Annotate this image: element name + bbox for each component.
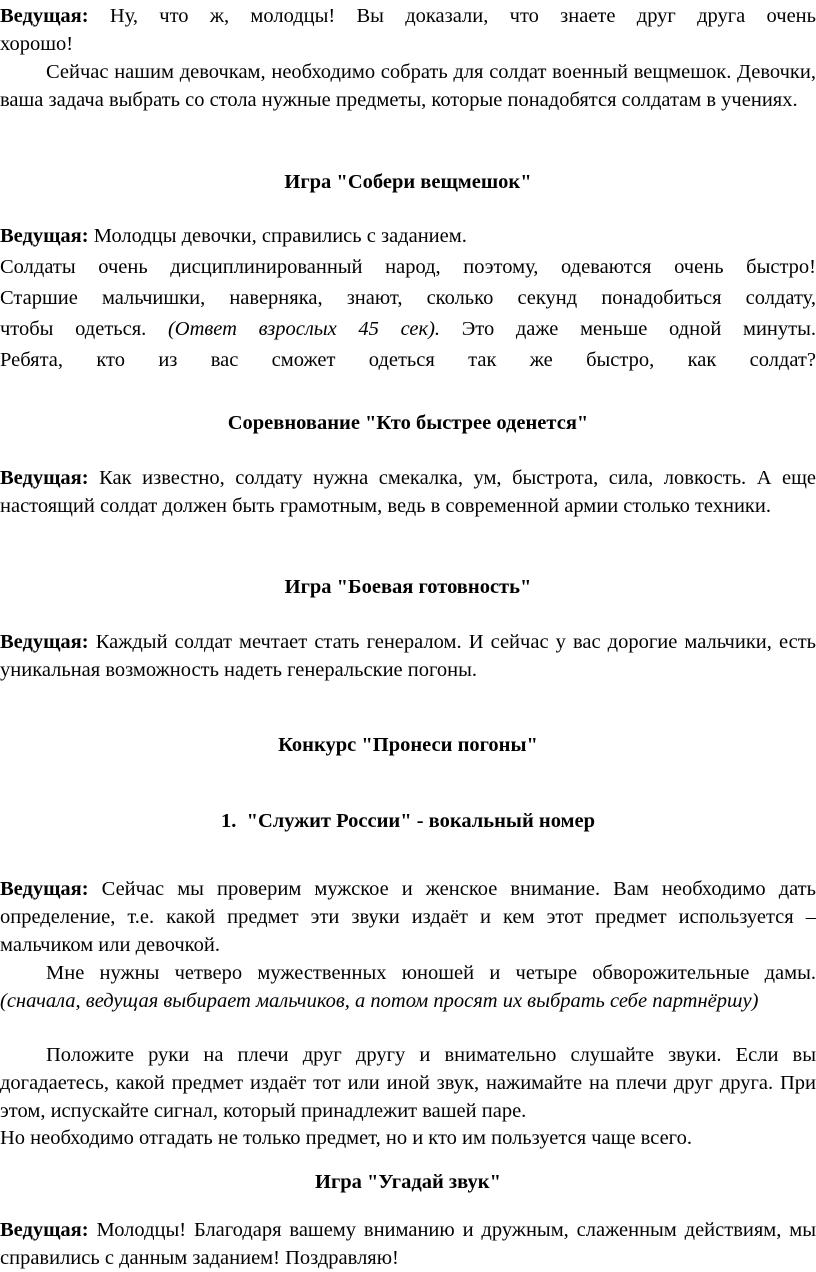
heading-epaulets: Конкурс "Пронеси погоны"	[278, 734, 538, 756]
speaker-label: Ведущая:	[0, 631, 89, 653]
heading-competition: Соревнование "Кто быстрее оденется"	[227, 412, 589, 434]
paragraph-soldiers: Ведущая: Молодцы девочки, справились с заданием. Солдаты очень дисциплинированный народ, поэтому, одеваются очень быстро! Старшие мальчишки, наверняка, знают, сколько секунд понадобиться солдату, чтобы одеться. (Ответ взрослых 45 сек). Это даже меньше одной минуты. Ребята, кто из вас сможет одеться так же быстро, как солдат?	[0, 225, 816, 371]
paragraph-smart: Ведущая: Как известно, солдату нужна смекалка, ум, быстрота, сила, ловкость. А еще настоящий солдат должен быть грамотным, ведь в современной армии столько техники.	[0, 467, 816, 517]
heading-game-bag: Игра "Собери вещмешок"	[284, 171, 532, 193]
paragraph-task: Сейчас нашим девочкам, необходимо собрать для солдат военный вещмешок. Девочки, ваша задача выбрать со стола нужные предметы, которые понадобятся солдатам в учениях.	[0, 61, 816, 111]
heading-guess-sound: Игра "Угадай звук"	[315, 1171, 501, 1193]
speaker-label: Ведущая:	[0, 5, 89, 27]
heading-vocal-number: 1. "Служит России" - вокальный номер	[220, 810, 596, 832]
speaker-label: Ведущая:	[0, 467, 89, 489]
paragraph-general: Ведущая: Каждый солдат мечтает стать генералом. И сейчас у вас дорогие мальчики, есть уникальная возможность надеть генеральские погоны.	[0, 631, 816, 681]
paragraph-congrats: Ведущая: Молодцы! Благодаря вашему вниманию и дружным, слаженным действиям, мы справились с данным заданием! Поздравляю!	[0, 1219, 816, 1269]
speaker-label: Ведущая:	[0, 1219, 89, 1241]
paragraph-instructions: Положите руки на плечи друг другу и внимательно слушайте звуки. Если вы догадаетесь, какой предмет издаёт тот или иной звук, нажимайте на плечи друг друга. При этом, испускайте сигнал, который принадлежит вашей паре.	[0, 1044, 816, 1122]
speaker-label: Ведущая:	[0, 225, 89, 247]
paragraph-pairs: Мне нужны четверо мужественных юношей и четыре обворожительные дамы. (сначала, ведущая выбирает мальчиков, а потом просят их выбрать себе партнёршу)	[0, 962, 816, 1012]
heading-readiness: Игра "Боевая готовность"	[284, 576, 532, 598]
paragraph-attention: Ведущая: Сейчас мы проверим мужское и женское внимание. Вам необходимо дать определение, т.е. какой предмет эти звуки издаёт и кем этот предмет используется – мальчиком или девочкой.	[0, 878, 816, 956]
speaker-label: Ведущая:	[0, 878, 89, 900]
paragraph-intro: Ведущая: Ну, что ж, молодцы! Вы доказали, что знаете друг друга очень хорошо!	[0, 5, 816, 55]
paragraph-guess: Но необходимо отгадать не только предмет, но и кто им пользуется чаще всего.	[0, 1127, 692, 1149]
